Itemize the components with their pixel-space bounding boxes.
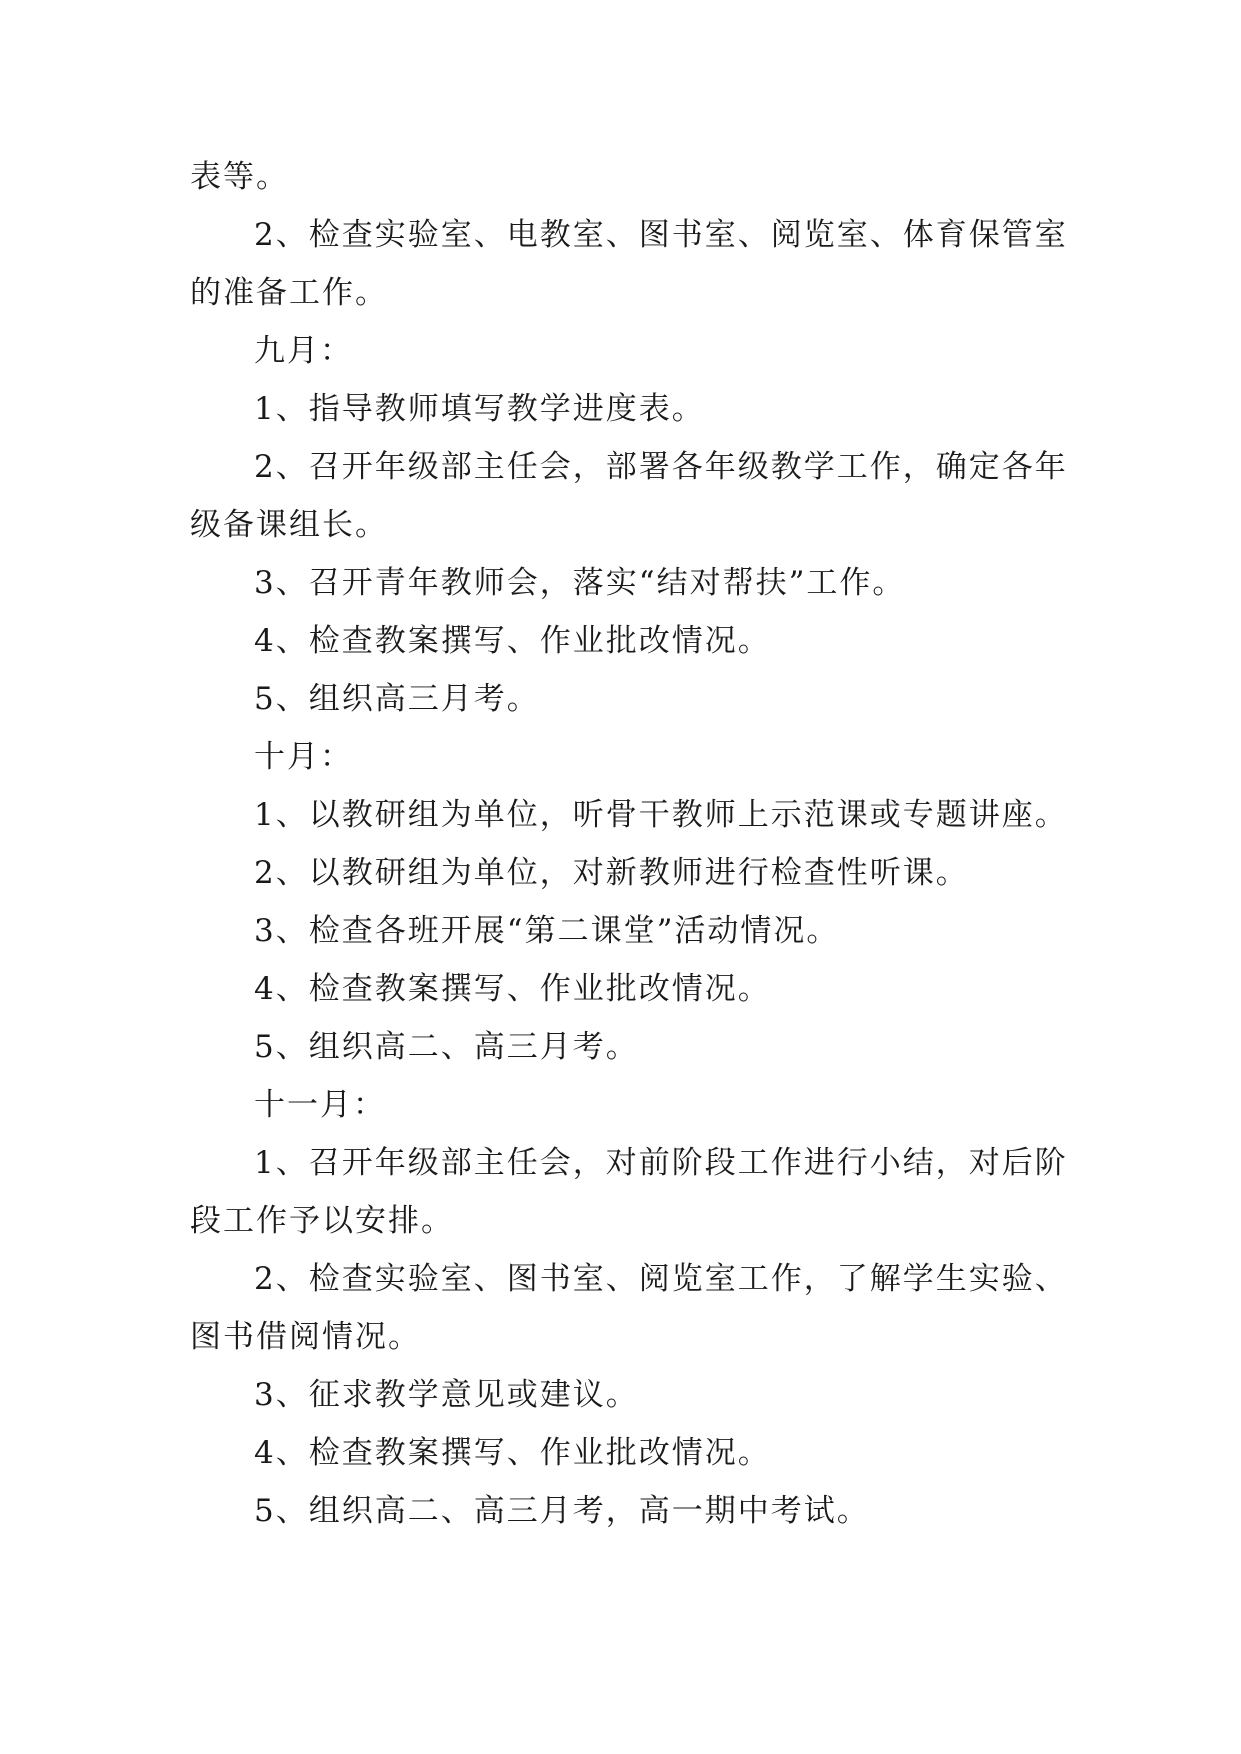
paragraph-item: 2、检查实验室、图书室、阅览室工作，了解学生实验、图书借阅情况。 (190, 1261, 1068, 1355)
paragraph-item: 4、检查教案撰写、作业批改情况。 (254, 1435, 771, 1471)
paragraph-item: 4、检查教案撰写、作业批改情况。 (254, 971, 771, 1007)
paragraph-item: 4、检查教案撰写、作业批改情况。 (254, 623, 771, 659)
paragraph-continuation: 表等。 (190, 159, 289, 195)
month-heading-november: 十一月： (254, 1087, 386, 1123)
paragraph-item: 5、组织高二、高三月考。 (254, 1029, 639, 1065)
paragraph-item: 1、指导教师填写教学进度表。 (254, 391, 705, 427)
paragraph-item: 5、组织高三月考。 (254, 681, 540, 717)
paragraph-item: 5、组织高二、高三月考，高一期中考试。 (254, 1493, 870, 1529)
paragraph-item: 1、以教研组为单位，听骨干教师上示范课或专题讲座。 (254, 797, 1068, 833)
paragraph-item: 2、以教研组为单位，对新教师进行检查性听课。 (254, 855, 969, 891)
document-body (190, 148, 1070, 1540)
paragraph-item: 3、召开青年教师会，落实“结对帮扶”工作。 (254, 565, 906, 601)
paragraph-item: 3、征求教学意见或建议。 (254, 1377, 639, 1413)
paragraph-item: 2、检查实验室、电教室、图书室、阅览室、体育保管室的准备工作。 (190, 217, 1068, 311)
month-heading-september: 九月： (254, 333, 353, 369)
paragraph-item: 3、检查各班开展“第二课堂”活动情况。 (254, 913, 840, 949)
paragraph-item: 2、召开年级部主任会，部署各年级教学工作，确定各年级备课组长。 (190, 449, 1068, 543)
paragraph-item: 1、召开年级部主任会，对前阶段工作进行小结，对后阶段工作予以安排。 (190, 1145, 1068, 1239)
month-heading-october: 十月： (254, 739, 353, 775)
